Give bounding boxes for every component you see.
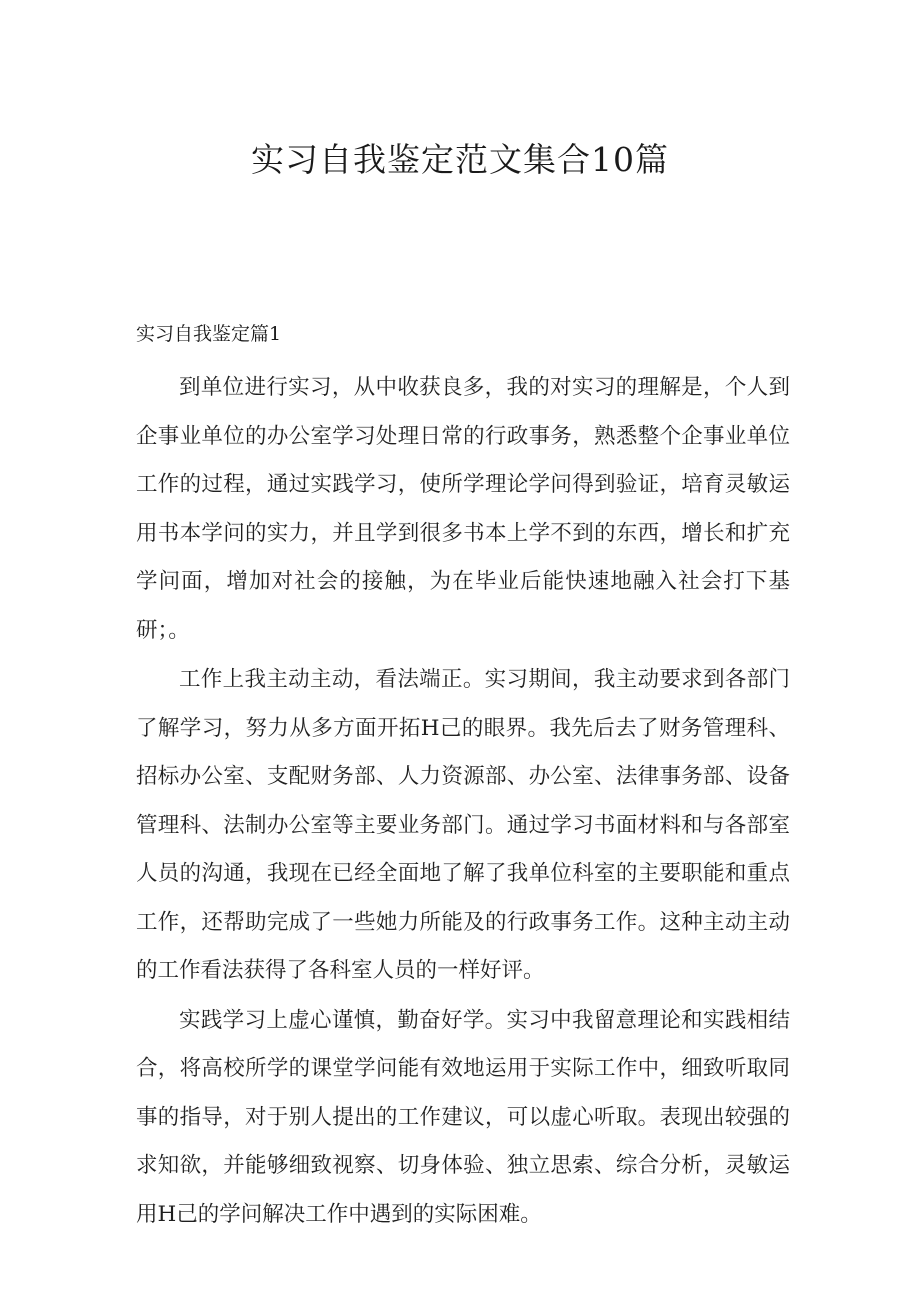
paragraph-3: 实践学习上虚心谨慎，勤奋好学。实习中我留意理论和实践相结合，将高校所学的课堂学问能有效地运用于实际工作中，细致听取同事的指导，对于别人提出的工作建议，可以虚心听取。表现出较强的求知欲，并能够细致视察、切身体验、独立思索、综合分析，灵敏运用H己的学问解决工作中遇到的实际困难。 xyxy=(136,1007,790,1227)
document-title: 实习自我鉴定范文集合10篇 xyxy=(251,140,669,179)
document-body xyxy=(136,364,790,1240)
paragraph-2: 工作上我主动主动，看法端正。实习期间，我主动要求到各部门了解学习，努力从多方面开拓H己的眼界。我先后去了财务管理科、招标办公室、支配财务部、人力资源部、办公室、法律事务部、设备管理科、法制办公室等主要业务部门。通过学习书面材料和与各部室人员的沟通，我现在已经全面地了解了我单位科室的主要职能和重点工作，还帮助完成了一些她力所能及的行政事务工作。这种主动主动的工作看法获得了各科室人员的一样好评。 xyxy=(136,667,790,983)
paragraph-1: 到单位进行实习，从中收获良多，我的对实习的理解是，个人到企事业单位的办公室学习处理日常的行政事务，熟悉整个企事业单位工作的过程，通过实践学习，使所学理论学问得到验证，培育灵敏运用书本学问的实力，并且学到很多书本上学不到的东西，增长和扩充学问面，增加对社会的接触，为在毕业后能快速地融入社会打下基研；。 xyxy=(136,375,790,643)
section-heading: 实习自我鉴定篇1 xyxy=(136,323,282,345)
